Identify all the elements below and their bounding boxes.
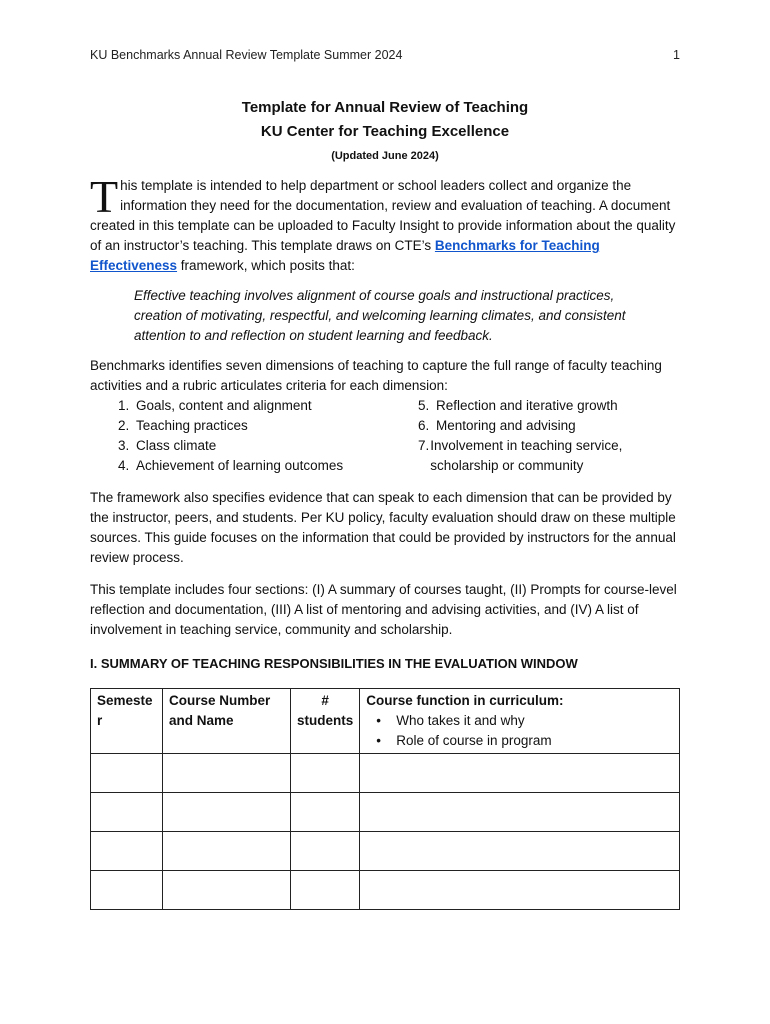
table-row — [91, 793, 680, 832]
dimensions-intro: Benchmarks identifies seven dimensions of teaching to capture the full range of faculty teaching activities and a rubric articulates criteria for each dimension: — [90, 358, 662, 393]
table-cell[interactable] — [360, 754, 680, 793]
students-header-label: students — [297, 713, 354, 728]
framework-paragraph: The framework also specifies evidence that can speak to each dimension that can be provided by the instructor, peers, and students. Per KU policy, faculty evaluation should draw on these multiple sources. This guide focuses on the information that could be provided by instructors for the annual review process. — [90, 490, 676, 565]
table-header-row — [91, 689, 680, 754]
updated-date: (Updated June 2024) — [331, 150, 439, 162]
running-title: KU Benchmarks Annual Review Template Summer 2024 — [90, 48, 403, 62]
table-cell[interactable] — [91, 832, 163, 871]
table-row — [91, 832, 680, 871]
dimension-label: Achievement of learning outcomes — [136, 458, 344, 473]
intro-paragraph — [90, 171, 680, 276]
framework-quote: Effective teaching involves alignment of course goals and instructional practices, creation of motivating, respectful, and welcoming learning climates, and consistent attention to and reflection on student learning and feedback. — [134, 288, 626, 343]
dimension-number: 6. — [418, 418, 430, 433]
function-header — [360, 689, 680, 754]
dimension-number: 4. — [118, 458, 130, 473]
dimension-item — [418, 436, 668, 476]
table-cell[interactable] — [163, 793, 291, 832]
table-cell[interactable] — [163, 754, 291, 793]
dimension-item — [418, 416, 668, 436]
dimension-number: 3. — [118, 438, 130, 453]
function-bullet: • Role of course in program — [376, 733, 552, 748]
table-cell[interactable] — [360, 832, 680, 871]
intro-text-end: framework, which posits that: — [177, 258, 355, 273]
table-cell[interactable] — [163, 832, 291, 871]
document-body — [90, 171, 680, 674]
dimension-item — [118, 416, 418, 436]
table-cell[interactable] — [163, 871, 291, 910]
table-row — [91, 754, 680, 793]
drop-cap: T — [90, 171, 119, 222]
section-heading: I. SUMMARY OF TEACHING RESPONSIBILITIES IN THE EVALUATION WINDOW — [90, 656, 578, 671]
dimension-label: Mentoring and advising — [436, 418, 576, 433]
dimension-number: 5. — [418, 398, 430, 413]
table-cell[interactable] — [91, 793, 163, 832]
table-row — [91, 871, 680, 910]
dimensions-left-column — [90, 396, 418, 476]
dimension-number: 7. — [418, 438, 430, 453]
function-bullet: • Who takes it and why — [376, 713, 525, 728]
dimension-number: 2. — [118, 418, 130, 433]
function-header-label: Course function in curriculum: — [366, 693, 564, 708]
page-header — [90, 48, 680, 62]
dimension-label: Reflection and iterative growth — [436, 398, 618, 413]
title-line-2: KU Center for Teaching Excellence — [260, 123, 510, 140]
table-cell[interactable] — [360, 793, 680, 832]
document-title — [0, 96, 770, 166]
sections-paragraph: This template includes four sections: (I) A summary of courses taught, (II) Prompts for course-level reflection and documentation, (III) A list of mentoring and advising activities, and (IV) A list of involvement in teaching service, community and scholarship. — [90, 582, 677, 637]
students-header — [291, 689, 360, 754]
page-number: 1 — [673, 48, 680, 62]
table-cell[interactable] — [291, 871, 360, 910]
table-cell[interactable] — [91, 754, 163, 793]
dimension-item — [118, 396, 418, 416]
table-cell[interactable] — [291, 832, 360, 871]
benchmarks-link[interactable]: Benchmarks for Teaching Effectiveness — [90, 238, 600, 273]
dimension-number: 1. — [118, 398, 130, 413]
dimension-label: Involvement in teaching service, scholarship or community — [430, 438, 623, 473]
dimension-label: Class climate — [136, 438, 217, 453]
course-header: Course Number and Name — [163, 689, 291, 754]
dimension-item — [118, 456, 418, 476]
dimension-item — [418, 396, 668, 416]
intro-text: his template is intended to help department or school leaders collect and organize the information they need for the documentation, review and evaluation of teaching. A document created in this template can be uploaded to Faculty Insight to provide information about the quality of an instructor’s teaching. This template draws on CTE’s — [90, 178, 676, 253]
students-header-symbol: # — [321, 693, 329, 708]
table-cell[interactable] — [291, 754, 360, 793]
dimension-item — [118, 436, 418, 456]
teaching-summary-table — [90, 688, 680, 910]
dimensions-right-column — [418, 396, 668, 476]
table-cell[interactable] — [291, 793, 360, 832]
semester-header: Semester — [91, 689, 163, 754]
title-line-1: Template for Annual Review of Teaching — [241, 99, 529, 116]
table-cell[interactable] — [360, 871, 680, 910]
dimension-label: Goals, content and alignment — [136, 398, 312, 413]
dimensions-list — [90, 396, 680, 476]
dimension-label: Teaching practices — [136, 418, 248, 433]
table-cell[interactable] — [91, 871, 163, 910]
